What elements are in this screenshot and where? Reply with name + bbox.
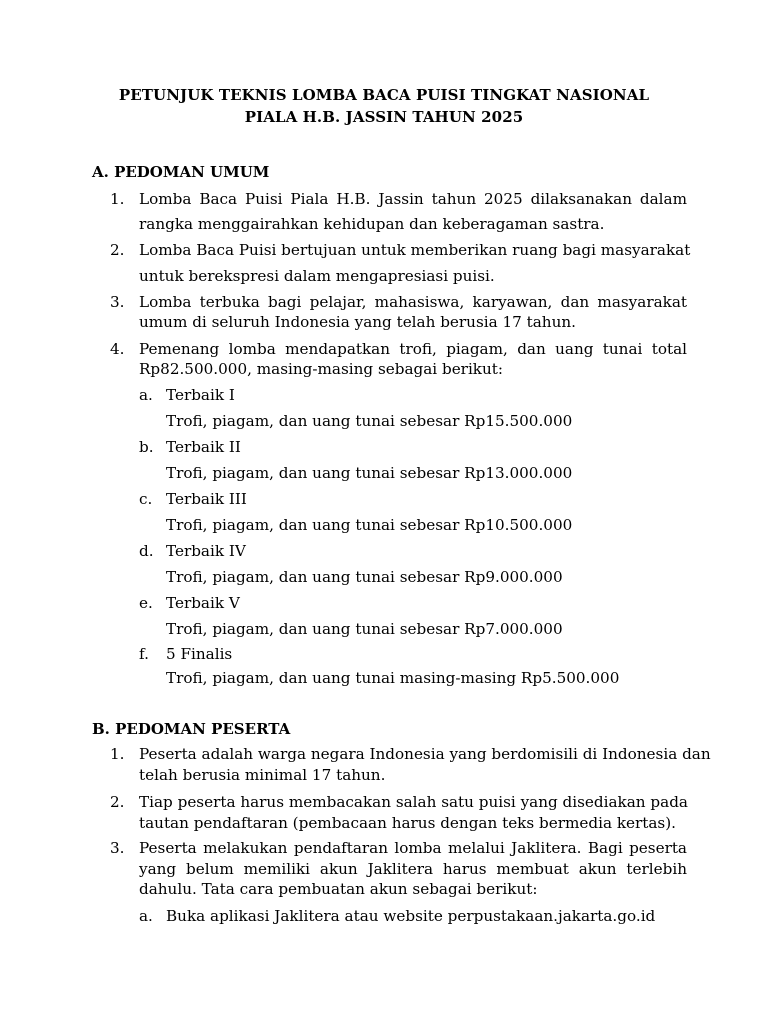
item-text-line: telah berusia minimal 17 tahun.: [139, 766, 386, 784]
prize-description: Trofi, piagam, dan uang tunai sebesar Rp7.000.000: [166, 620, 563, 638]
step-text: Buka aplikasi Jaklitera atau website perpustakaan.jakarta.go.id: [166, 907, 656, 925]
item-text-line: rangka menggairahkan kehidupan dan keberagaman sastra.: [139, 215, 605, 233]
prize-description: Trofi, piagam, dan uang tunai sebesar Rp10.500.000: [166, 516, 573, 534]
item-text-line: Rp82.500.000, masing-masing sebagai berikut:: [139, 360, 504, 378]
prize-name: Terbaik I: [166, 386, 235, 404]
item-text-line: Lomba terbuka bagi pelajar, mahasiswa, karyawan, dan masyarakat: [139, 293, 687, 311]
item-number: 2.: [110, 793, 125, 811]
item-text-line: yang belum memiliki akun Jaklitera harus membuat akun terlebih: [139, 860, 687, 878]
item-number: 1.: [110, 745, 125, 763]
prize-letter: d.: [139, 542, 154, 560]
section-a-heading: A. PEDOMAN UMUM: [92, 163, 270, 181]
prize-name: Terbaik IV: [166, 542, 246, 560]
item-text-line: Peserta melakukan pendaftaran lomba melalui Jaklitera. Bagi peserta: [139, 839, 687, 857]
item-number: 1.: [110, 190, 125, 208]
item-number: 4.: [110, 340, 125, 358]
prize-description: Trofi, piagam, dan uang tunai sebesar Rp13.000.000: [166, 464, 573, 482]
item-text-line: umum di seluruh Indonesia yang telah berusia 17 tahun.: [139, 313, 576, 331]
prize-description: Trofi, piagam, dan uang tunai masing-masing Rp5.500.000: [166, 669, 620, 687]
item-text-line: Peserta adalah warga negara Indonesia yang berdomisili di Indonesia dan: [139, 745, 711, 763]
prize-letter: f.: [139, 645, 149, 663]
item-number: 3.: [110, 293, 125, 311]
prize-name: Terbaik II: [166, 438, 241, 456]
document-title-line-2: PIALA H.B. JASSIN TAHUN 2025: [244, 108, 524, 126]
prize-description: Trofi, piagam, dan uang tunai sebesar Rp9.000.000: [166, 568, 563, 586]
item-number: 3.: [110, 839, 125, 857]
item-text-line: Lomba Baca Puisi Piala H.B. Jassin tahun 2025 dilaksanakan dalam: [139, 190, 687, 208]
item-text-line: Pemenang lomba mendapatkan trofi, piagam, dan uang tunai total: [139, 340, 687, 358]
prize-description: Trofi, piagam, dan uang tunai sebesar Rp15.500.000: [166, 412, 573, 430]
item-text-line: dahulu. Tata cara pembuatan akun sebagai berikut:: [139, 880, 538, 898]
item-text-line: tautan pendaftaran (pembacaan harus dengan teks bermedia kertas).: [139, 814, 676, 832]
prize-letter: b.: [139, 438, 154, 456]
document-title-line-1: PETUNJUK TEKNIS LOMBA BACA PUISI TINGKAT NASIONAL: [118, 86, 650, 104]
prize-name: 5 Finalis: [166, 645, 233, 663]
step-letter: a.: [139, 907, 153, 925]
prize-letter: a.: [139, 386, 153, 404]
prize-name: Terbaik V: [166, 594, 240, 612]
item-text-line: Lomba Baca Puisi bertujuan untuk memberikan ruang bagi masyarakat: [139, 241, 691, 259]
item-text-line: untuk berekspresi dalam mengapresiasi puisi.: [139, 267, 495, 285]
prize-letter: e.: [139, 594, 153, 612]
section-b-heading: B. PEDOMAN PESERTA: [92, 720, 291, 738]
item-number: 2.: [110, 241, 125, 259]
prize-name: Terbaik III: [166, 490, 247, 508]
prize-letter: c.: [139, 490, 153, 508]
item-text-line: Tiap peserta harus membacakan salah satu puisi yang disediakan pada: [139, 793, 688, 811]
